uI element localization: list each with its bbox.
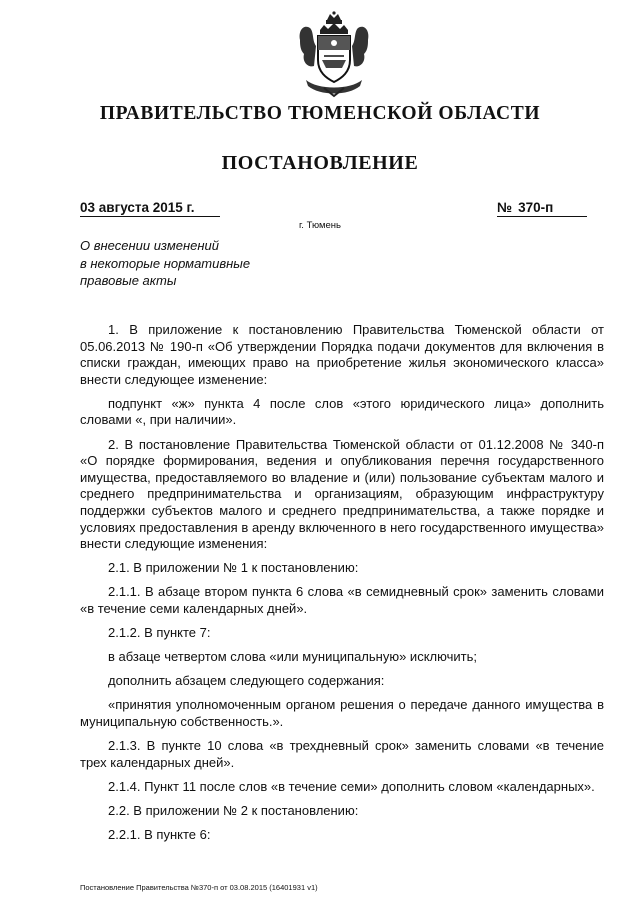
paragraph: 2.2.1. В пункте 6: bbox=[108, 826, 211, 842]
paragraph: «принятия уполномоченным органом решения о передаче данного имущества в муниципальную собственность.». bbox=[80, 697, 604, 729]
paragraph: 2.1.1. В абзаце втором пункта 6 слова «в семидневный срок» заменить словами «в течение семи календарных дней». bbox=[80, 584, 604, 616]
paragraph: 2.1.4. Пункт 11 после слов «в течение семи» дополнить словом «календарных». bbox=[108, 778, 595, 794]
document-city: г. Тюмень bbox=[299, 220, 341, 231]
number-symbol: № bbox=[497, 200, 513, 215]
document-date: 03 августа 2015 г. bbox=[80, 200, 220, 217]
document-subject bbox=[80, 237, 250, 290]
document-footer: Постановление Правительства №370-п от 03.08.2015 (16401931 v1) bbox=[80, 883, 318, 892]
number-value: 370-п bbox=[518, 200, 554, 215]
document-body bbox=[80, 322, 604, 851]
subject-line: О внесении изменений bbox=[80, 238, 219, 253]
paragraph: дополнить абзацем следующего содержания: bbox=[108, 673, 385, 689]
subject-line: правовые акты bbox=[80, 273, 177, 288]
paragraph: 2. В постановление Правительства Тюменской области от 01.12.2008 № 340-п «О порядке формирования, ведения и опубликования перечня государственного имущества, предоставляемого во владение и (или) пользование субъектам малого и среднего предпринимательства и организациям, образующим инфраструктуру поддержки субъектов малого и среднего предпринимательства, а также порядке и условиях предоставления в аренду включенного в него государственного имущества» внести следующие изменения: bbox=[80, 436, 604, 552]
paragraph: 2.1.2. В пункте 7: bbox=[108, 625, 211, 640]
subject-line: в некоторые нормативные bbox=[80, 255, 251, 271]
paragraph: 2.2. В приложении № 2 к постановлению: bbox=[108, 802, 359, 818]
paragraph: 2.1. В приложении № 1 к постановлению: bbox=[108, 560, 359, 576]
paragraph: 2.1.3. В пункте 10 слова «в трехдневный срок» заменить словами «в течение трех календарных дней». bbox=[80, 737, 604, 770]
document-type-title: ПОСТАНОВЛЕНИЕ bbox=[221, 152, 419, 174]
paragraph: подпункт «ж» пункта 4 после слов «этого юридического лица» дополнить словами «, при наличии». bbox=[80, 395, 604, 428]
tyumen-coat-of-arms-icon bbox=[294, 10, 374, 100]
paragraph: 1. В приложение к постановлению Правительства Тюменской области от 05.06.2013 № 190-п «Об утверждении Порядка подачи документов для включения в списки граждан, имеющих право на приобретение жилья экономического класса» внести следующее изменение: bbox=[80, 322, 604, 387]
document-number bbox=[497, 200, 587, 217]
paragraph: в абзаце четвертом слова «или муниципальную» исключить; bbox=[108, 649, 477, 665]
government-title: ПРАВИТЕЛЬСТВО ТЮМЕНСКОЙ ОБЛАСТИ bbox=[99, 103, 541, 124]
